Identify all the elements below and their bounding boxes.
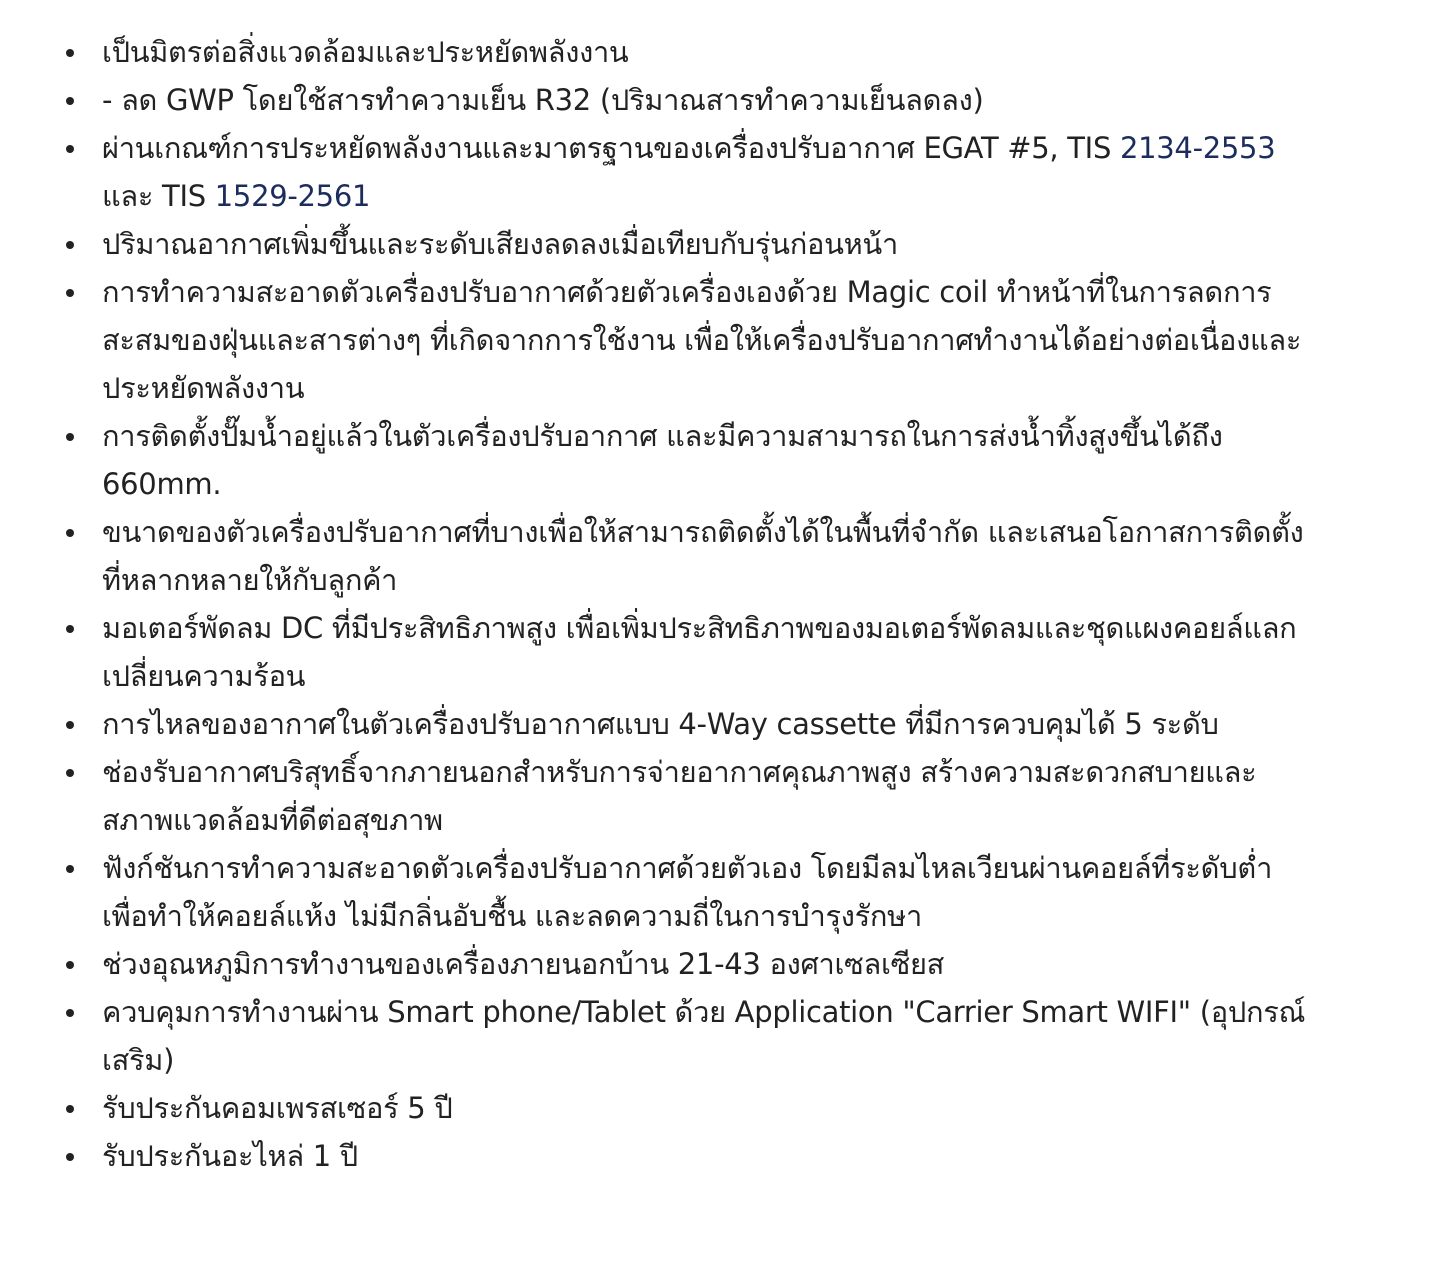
feature-text-line [102,76,1389,124]
bullet-icon [66,1105,74,1113]
feature-list [0,28,1429,1180]
feature-text: รับประกันคอมเพรสเซอร์ 5 ปี [102,1091,453,1125]
bullet-icon [66,529,74,537]
feature-text: ประหยัดพลังงาน [102,371,305,405]
feature-text: รับประกันอะไหล่ 1 ปี [102,1139,358,1173]
feature-text-line [102,652,1389,700]
feature-text-line [102,940,1389,988]
feature-item [0,1132,1429,1180]
feature-text: และ TIS [102,179,215,213]
feature-text-line [102,796,1389,844]
feature-text-line [102,700,1389,748]
bullet-icon [66,145,74,153]
feature-item [0,76,1429,124]
feature-text: การติดตั้งปั๊มน้ำอยู่แล้วในตัวเครื่องปรับอากาศ และมีความสามารถในการส่งน้ำทิ้งสูงขึ้นได้ถึง [102,419,1223,453]
feature-text-line [102,748,1389,796]
bullet-icon [66,721,74,729]
feature-text: เปลี่ยนความร้อน [102,659,306,693]
feature-text-line [102,364,1389,412]
bullet-icon [66,241,74,249]
feature-text: เพื่อทำให้คอยล์แห้ง ไม่มีกลิ่นอับชื้น และลดความถี่ในการบำรุงรักษา [102,899,922,933]
bullet-icon [66,769,74,777]
feature-text: ฟังก์ชันการทำความสะอาดตัวเครื่องปรับอากาศด้วยตัวเอง โดยมีลมไหลเวียนผ่านคอยล์ที่ระดับต่ำ [102,851,1273,885]
feature-item [0,124,1429,220]
feature-text: การไหลของอากาศในตัวเครื่องปรับอากาศแบบ 4-Way cassette ที่มีการควบคุมได้ 5 ระดับ [102,707,1219,741]
bullet-icon [66,961,74,969]
feature-text: ที่หลากหลายให้กับลูกค้า [102,563,398,597]
standard-link[interactable]: 1529-2561 [214,179,371,213]
feature-text: - ลด GWP โดยใช้สารทำความเย็น R32 (ปริมาณสารทำความเย็นลดลง) [102,83,984,117]
feature-text: เสริม) [102,1043,175,1077]
feature-text-line [102,220,1389,268]
feature-text-line [102,988,1389,1036]
feature-text: ปริมาณอากาศเพิ่มขึ้นและระดับเสียงลดลงเมื่อเทียบกับรุ่นก่อนหน้า [102,227,898,261]
bullet-icon [66,865,74,873]
feature-text: การทำความสะอาดตัวเครื่องปรับอากาศด้วยตัวเครื่องเองด้วย Magic coil ทำหน้าที่ในการลดการ [102,275,1272,309]
feature-text: ผ่านเกณฑ์การประหยัดพลังงานและมาตรฐานของเครื่องปรับอากาศ EGAT #5, TIS [102,131,1120,165]
bullet-icon [66,49,74,57]
feature-item [0,988,1429,1084]
feature-text: สภาพแวดล้อมที่ดีต่อสุขภาพ [102,803,443,837]
bullet-icon [66,1009,74,1017]
bullet-icon [66,289,74,297]
feature-text-line [102,124,1389,172]
feature-item [0,700,1429,748]
feature-text-line [102,412,1389,460]
standard-link[interactable]: 2134-2553 [1119,131,1276,165]
feature-text: มอเตอร์พัดลม DC ที่มีประสิทธิภาพสูง เพื่อเพิ่มประสิทธิภาพของมอเตอร์พัดลมและชุดแผงคอยล์แลก [102,611,1297,645]
feature-text-line [102,556,1389,604]
feature-text-line [102,268,1389,316]
feature-text-line [102,604,1389,652]
feature-text: เป็นมิตรต่อสิ่งแวดล้อมและประหยัดพลังงาน [102,35,629,69]
feature-text-line [102,460,1389,508]
feature-item [0,508,1429,604]
bullet-icon [66,1153,74,1161]
feature-text-line [102,1036,1389,1084]
feature-text-line [102,1084,1389,1132]
feature-text-line [102,28,1389,76]
feature-item [0,604,1429,700]
feature-text: สะสมของฝุ่นและสารต่างๆ ที่เกิดจากการใช้งาน เพื่อให้เครื่องปรับอากาศทำงานได้อย่างต่อเนื่องและ [102,323,1302,357]
feature-text-line [102,1132,1389,1180]
feature-text-line [102,892,1389,940]
feature-text: 660mm. [102,467,222,501]
bullet-icon [66,97,74,105]
feature-item [0,28,1429,76]
feature-text: ช่วงอุณหภูมิการทำงานของเครื่องภายนอกบ้าน 21-43 องศาเซลเซียส [102,947,945,981]
feature-text-line [102,316,1389,364]
feature-item [0,268,1429,412]
feature-text: ขนาดของตัวเครื่องปรับอากาศที่บางเพื่อให้สามารถติดตั้งได้ในพื้นที่จำกัด และเสนอโอกาสการติดตั้ง [102,515,1304,549]
feature-text-line [102,844,1389,892]
bullet-icon [66,433,74,441]
feature-item [0,412,1429,508]
feature-text: ควบคุมการทำงานผ่าน Smart phone/Tablet ด้วย Application "Carrier Smart WIFI" (อุปกรณ์ [102,995,1306,1029]
feature-text: ช่องรับอากาศบริสุทธิ์จากภายนอกสำหรับการจ่ายอากาศคุณภาพสูง สร้างความสะดวกสบายและ [102,755,1257,789]
feature-text-line [102,172,1389,220]
feature-item [0,748,1429,844]
feature-item [0,220,1429,268]
feature-item [0,844,1429,940]
bullet-icon [66,625,74,633]
feature-text-line [102,508,1389,556]
feature-item [0,940,1429,988]
feature-item [0,1084,1429,1132]
